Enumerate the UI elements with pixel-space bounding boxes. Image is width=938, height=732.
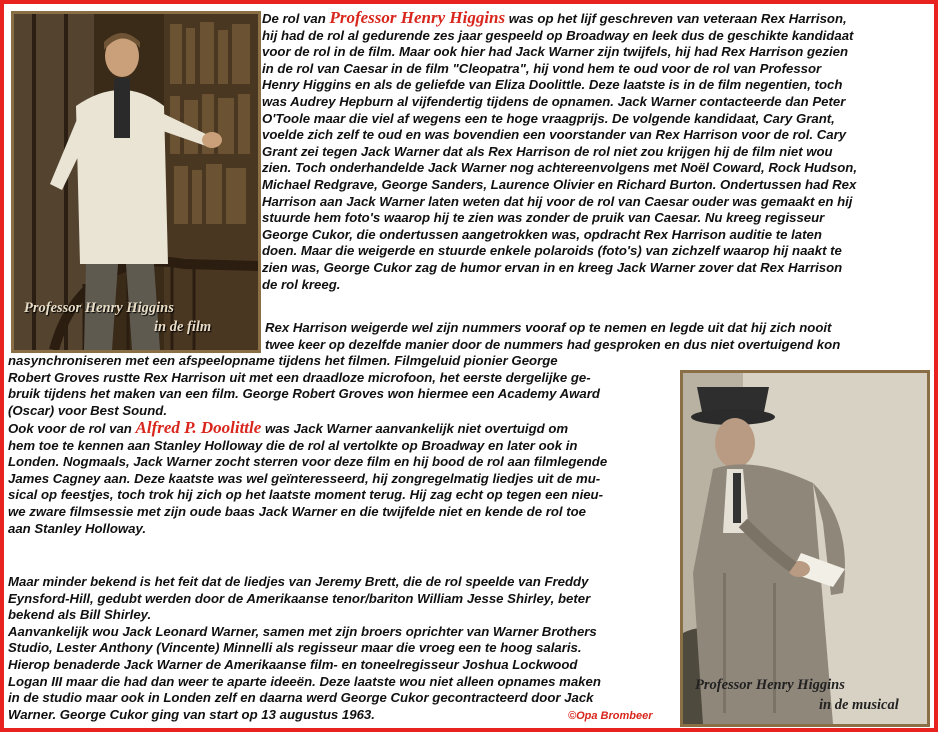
para3-first-line bbox=[8, 420, 676, 438]
para1-line: voor de rol in de film. Maar ook hier had Jack Warner zijn twijfels, hij had Rex Harrison gezien bbox=[262, 44, 849, 60]
para1-line: in de rol van Caesar in de film "Cleopatra", hij vond hem te oud voor de rol van Professor bbox=[262, 60, 822, 76]
paragraph-henry-higgins bbox=[262, 10, 934, 293]
para3-line: Londen. Nogmaals, Jack Warner zocht sterren voor deze film en hij bood de rol aan filmlegende bbox=[8, 454, 608, 470]
copyright-text: ©Opa Brombeer bbox=[568, 710, 653, 722]
para4-line: in de studio maar ook in Londen zelf en daarna werd George Cukor gecontracteerd door Jack bbox=[8, 690, 594, 706]
para2-line: Robert Groves rustte Rex Harrison uit met een draadloze microfoon, het eerste dergelijke ge- bbox=[8, 369, 591, 385]
para1-line: was Audrey Hepburn al vijfendertig tijdens de opnamen. Jack Warner contacteerde dan Peter bbox=[262, 93, 846, 109]
photo-henry-higgins-musical bbox=[680, 370, 930, 727]
para1-line: voelde zich zelf te oud en was bovendien een voorstander van Rex Harrison voor de rol. Cary bbox=[262, 127, 847, 143]
para1-line: stuurde hem foto's waarop hij te zien was zonder de pruik van Caesar. Nu kreeg regisseur bbox=[262, 210, 825, 226]
para1-line: Grant zei tegen Jack Warner dat als Rex Harrison de rol niet zou krijgen hij de film niet wou bbox=[262, 143, 833, 159]
para4-line: Warner. George Cukor ging van start op 13 augustus 1963. bbox=[8, 706, 375, 722]
para1-line: O'Toole maar die viel af wegens een te hoge vraagprijs. De volgende kandidaat, Cary Grant, bbox=[262, 110, 835, 126]
photo-film-caption-line1: Professor Henry Higgins bbox=[24, 300, 174, 316]
para4-line: Hierop benaderde Jack Warner de Amerikaanse film- en toneelregisseur Joshua Lockwood bbox=[8, 656, 578, 672]
para4-line: Eynsford-Hill, gedubt werden door de Amerikaanse tenor/bariton William Jesse Shirley, beter bbox=[8, 590, 591, 606]
para1-line: Henry Higgins en als de geliefde van Eliza Doolittle. Deze laatste is in de film negentien, toch bbox=[262, 77, 843, 93]
para1-line: George Cukor, die ondertussen aangetrokken was, opdracht Rex Harrison auditie te laten bbox=[262, 226, 822, 242]
paragraph-rex-harrison-songs-b bbox=[8, 353, 674, 419]
para3-line: was Jack Warner aanvankelijk niet overtuigd om bbox=[261, 421, 569, 436]
para2-line: twee keer op dezelfde manier door de nummers had gesproken en dus niet overtuigend kon bbox=[265, 336, 841, 352]
para2-line: Rex Harrison weigerde wel zijn nummers vooraf op te nemen en legde uit dat hij zich nooit bbox=[265, 320, 832, 335]
paragraph-rex-harrison-songs-a bbox=[265, 320, 933, 353]
para1-line: zien was, George Cukor zag de humor ervan in en kreeg Jack Warner zover dat Rex Harrison bbox=[262, 259, 843, 275]
para1-line: doen. Maar die weigerde en stuurde enkele polaroids (foto's) van zichzelf waarop hij naakt te bbox=[262, 243, 842, 259]
highlight-professor-henry-higgins: Professor Henry Higgins bbox=[329, 8, 506, 27]
paragraph-alfred-doolittle bbox=[8, 420, 676, 537]
para4-line: Logan III maar die had dan weer te aparte ideeën. Deze laatste wou niet alleen opnames maken bbox=[8, 673, 601, 689]
highlight-alfred-p-doolittle: Alfred P. Doolittle bbox=[135, 418, 262, 437]
para4-line: Studio, Lester Anthony (Vincente) Minnelli als regisseur maar die vroeg een te hoog salaris. bbox=[8, 640, 582, 656]
para1-intro: De rol van bbox=[262, 11, 330, 26]
para1-line: hij had de rol al gedurende zes jaar gespeeld op Broadway en leek dus de geschikte kandidaat bbox=[262, 27, 854, 43]
photo-film-caption-line2: in de film bbox=[154, 319, 212, 335]
para1-line: de rol kreeg. bbox=[262, 276, 341, 292]
para4-line: bekend als Bill Shirley. bbox=[8, 607, 152, 623]
para1-line: Harrison aan Jack Warner laten weten dat hij voor de rol van Caesar ouder was gemaakt en hij bbox=[262, 193, 853, 209]
para4-line: Maar minder bekend is het feit dat de liedjes van Jeremy Brett, die de rol speelde van Freddy bbox=[8, 574, 589, 589]
para1-line: Michael Redgrave, George Sanders, Laurence Olivier en Richard Burton. Ondertussen had Rex bbox=[262, 176, 857, 192]
photo-musical-illustration bbox=[683, 373, 927, 724]
para1-line: was op het lijf geschreven van veteraan Rex Harrison, bbox=[508, 11, 847, 26]
para2-line: (Oscar) voor Best Sound. bbox=[8, 402, 168, 418]
para4-line: Aanvankelijk wou Jack Leonard Warner, samen met zijn broers oprichter van Warner Brothers bbox=[8, 623, 597, 639]
para3-intro: Ook voor de rol van bbox=[8, 421, 136, 436]
para3-line: we zware filmsessie met zijn oude baas Jack Warner en die twijfelde niet en kende de rol toe bbox=[8, 503, 587, 519]
photo-musical-caption-line1: Professor Henry Higgins bbox=[695, 677, 845, 693]
para2-line: bruik tijdens het maken van een film. George Robert Groves won hiermee een Academy Award bbox=[8, 386, 600, 402]
para2-line: nasynchroniseren met een afspeelopname tijdens het filmen. Filmgeluid pionier George bbox=[8, 353, 558, 368]
para3-line: James Cagney aan. Deze kaatste was wel geïnteresseerd, hij zongregelmatig liedjes uit de mu- bbox=[8, 470, 601, 486]
para1-line: zien. Toch onderhandelde Jack Warner nog achtereenvolgens met Noël Coward, Rock Hudson, bbox=[262, 160, 858, 176]
para3-line: aan Stanley Holloway. bbox=[8, 520, 147, 536]
paragraph-jeremy-brett-songs bbox=[8, 574, 676, 723]
para1-first-line bbox=[262, 10, 934, 28]
para3-line: sical op feestjes, toch trok hij zich op het laatste moment terug. Hij zag echt op tegen een nieu- bbox=[8, 487, 604, 503]
photo-henry-higgins-film bbox=[11, 11, 261, 353]
photo-musical-caption-line2: in de musical bbox=[819, 697, 899, 713]
para3-line: hem toe te kennen aan Stanley Holloway die de rol al vertolkte op Broadway en later ook in bbox=[8, 437, 578, 453]
